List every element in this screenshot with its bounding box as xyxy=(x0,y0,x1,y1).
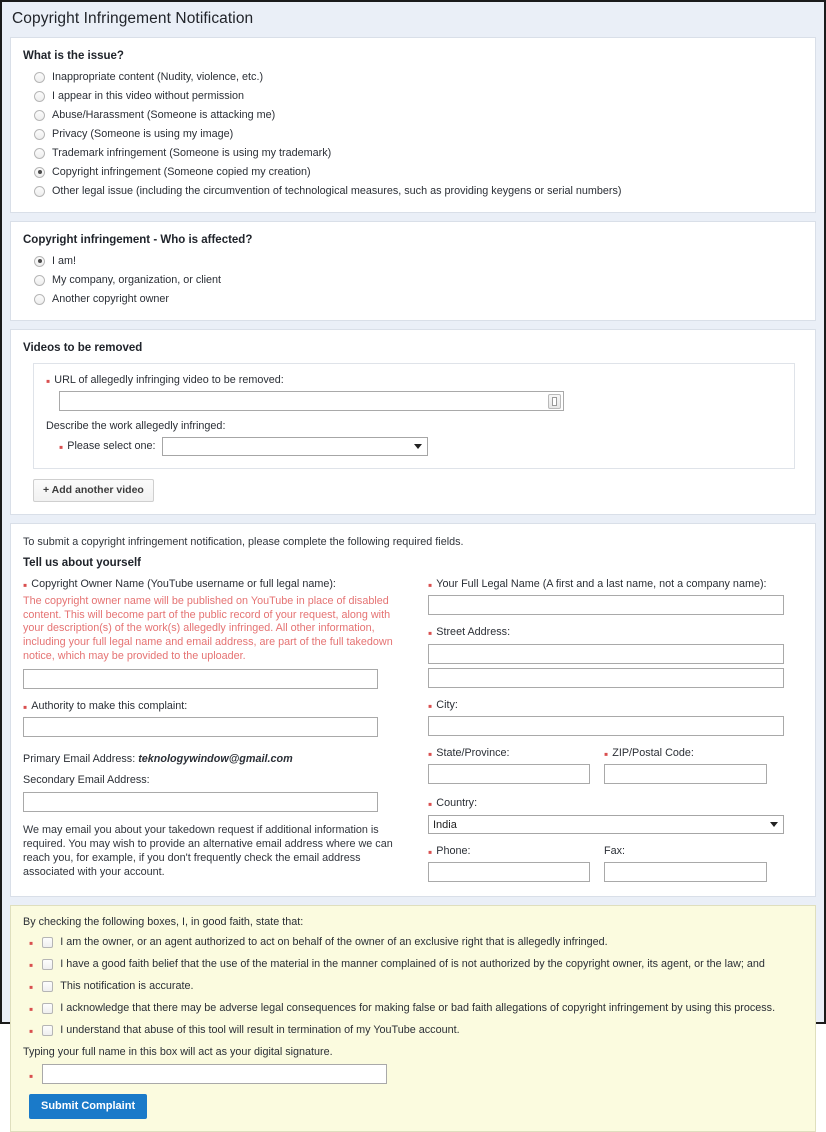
radio-icon-selected[interactable] xyxy=(34,256,45,267)
issue-option-other-legal-issue[interactable] xyxy=(23,185,803,198)
country-select-value: India xyxy=(433,818,457,831)
phone-label: Phone: xyxy=(436,844,471,857)
checkbox-icon[interactable] xyxy=(42,959,53,970)
authority-label-row xyxy=(23,700,412,713)
fax-input[interactable] xyxy=(604,862,767,882)
zip-label: ZIP/Postal Code: xyxy=(612,746,694,759)
state-label: State/Province: xyxy=(436,746,510,759)
text-resize-icon[interactable] xyxy=(548,394,561,409)
phone-input[interactable] xyxy=(428,862,590,882)
add-another-video-button[interactable]: + Add another video xyxy=(33,479,154,502)
street-address-label-row xyxy=(428,626,791,639)
authority-input[interactable] xyxy=(23,717,378,737)
required-marker-icon: ▪ xyxy=(29,980,34,995)
affected-section-title: Copyright infringement - Who is affected? xyxy=(23,233,253,246)
primary-email-value: teknologywindow@gmail.com xyxy=(138,753,293,766)
required-marker-icon: ▪ xyxy=(23,577,28,592)
state-zip-row xyxy=(428,747,791,786)
required-marker-icon: ▪ xyxy=(428,698,433,713)
secondary-email-label-row xyxy=(23,774,412,787)
issue-option-privacy[interactable] xyxy=(23,128,803,141)
affected-option-label: My company, organization, or client xyxy=(52,273,222,286)
state-field xyxy=(428,747,590,786)
country-select[interactable] xyxy=(428,815,784,834)
affirmation-section xyxy=(10,905,816,1132)
checkbox-icon[interactable] xyxy=(42,937,53,948)
issue-option-copyright-infringement[interactable] xyxy=(23,166,803,179)
radio-icon[interactable] xyxy=(34,275,45,286)
about-you-intro: To submit a copyright infringement notification, please complete the following required fields. xyxy=(23,535,464,548)
issue-option-label: Other legal issue (including the circumvention of technological measures, such as providing keygens or serial numbers) xyxy=(52,184,622,197)
video-url-label-row xyxy=(46,374,782,386)
country-label: Country: xyxy=(436,797,478,810)
video-entry-panel xyxy=(33,363,795,469)
affirmation-checkbox-good-faith[interactable] xyxy=(23,958,803,971)
required-marker-icon: ▪ xyxy=(428,844,433,859)
issue-section xyxy=(10,37,816,213)
zip-input[interactable] xyxy=(604,764,767,784)
required-marker-icon: ▪ xyxy=(428,626,433,641)
street-address-input-2[interactable] xyxy=(428,668,784,688)
describe-work-label-row xyxy=(46,420,782,432)
city-label: City: xyxy=(436,698,458,711)
affirmation-checkbox-label: I have a good faith belief that the use of the material in the manner complained of is not authorized by the copyright owner, its agent, or the law; and xyxy=(60,958,765,971)
city-input[interactable] xyxy=(428,716,784,736)
required-marker-icon: ▪ xyxy=(59,440,64,455)
issue-option-appear-without-permission[interactable] xyxy=(23,90,803,103)
phone-label-row xyxy=(428,845,590,858)
checkbox-icon[interactable] xyxy=(42,1025,53,1036)
radio-icon[interactable] xyxy=(34,72,45,83)
radio-icon[interactable] xyxy=(34,186,45,197)
affirmation-checkbox-label: I understand that abuse of this tool will result in termination of my YouTube account. xyxy=(60,1024,460,1037)
issue-section-title: What is the issue? xyxy=(23,50,124,62)
radio-icon[interactable] xyxy=(34,294,45,305)
issue-option-label: I appear in this video without permission xyxy=(52,89,245,102)
about-you-columns xyxy=(23,578,803,885)
required-marker-icon: ▪ xyxy=(428,797,433,812)
full-name-input[interactable] xyxy=(428,595,784,615)
signature-instruction: Typing your full name in this box will act as your digital signature. xyxy=(23,1046,333,1059)
video-url-label: URL of allegedly infringing video to be removed: xyxy=(54,373,284,386)
fax-field xyxy=(604,845,767,884)
zip-label-row xyxy=(604,747,767,760)
issue-option-label: Trademark infringement (Someone is using my trademark) xyxy=(52,146,332,159)
affected-option-company[interactable] xyxy=(23,274,803,287)
page-title: Copyright Infringement Notification xyxy=(2,2,824,37)
fax-label-row xyxy=(604,845,767,858)
submit-complaint-button[interactable]: Submit Complaint xyxy=(29,1094,147,1119)
primary-email-row xyxy=(23,753,412,765)
about-you-left-column xyxy=(23,578,428,885)
affirmation-checkbox-label: I am the owner, or an agent authorized to act on behalf of the owner of an exclusive right that is allegedly infringed. xyxy=(60,936,608,949)
issue-option-trademark-infringement[interactable] xyxy=(23,147,803,160)
affirmation-checkbox-label: I acknowledge that there may be adverse legal consequences for making false or bad faith allegations of copyright infringement by using this process. xyxy=(60,1002,776,1015)
primary-email-label: Primary Email Address: xyxy=(23,753,136,766)
affirmation-checkbox-label: This notification is accurate. xyxy=(60,980,194,993)
required-marker-icon: ▪ xyxy=(428,746,433,761)
checkbox-icon[interactable] xyxy=(42,1003,53,1014)
required-marker-icon: ▪ xyxy=(428,577,433,592)
issue-option-abuse-harassment[interactable] xyxy=(23,109,803,122)
required-marker-icon: ▪ xyxy=(29,936,34,951)
video-url-input-wrap xyxy=(59,391,564,411)
chevron-down-icon xyxy=(414,444,422,449)
street-address-input-1[interactable] xyxy=(428,644,784,664)
videos-section xyxy=(10,329,816,515)
affirmation-checkbox-consequences[interactable] xyxy=(23,1002,803,1015)
required-marker-icon: ▪ xyxy=(29,1002,34,1017)
describe-work-label: Describe the work allegedly infringed: xyxy=(46,419,226,432)
videos-section-title: Videos to be removed xyxy=(23,341,143,354)
owner-name-label-row xyxy=(23,578,412,591)
checkbox-icon[interactable] xyxy=(42,981,53,992)
required-marker-icon: ▪ xyxy=(29,1069,34,1084)
affected-option-i-am[interactable] xyxy=(23,255,803,268)
issue-option-label: Inappropriate content (Nudity, violence, etc.) xyxy=(52,71,264,83)
issue-option-label: Privacy (Someone is using my image) xyxy=(52,127,234,140)
about-you-section xyxy=(10,523,816,898)
full-name-label: Your Full Legal Name (A first and a last name, not a company name): xyxy=(436,577,767,590)
radio-icon[interactable] xyxy=(34,91,45,102)
signature-input[interactable] xyxy=(42,1064,387,1084)
owner-name-label: Copyright Owner Name (YouTube username or full legal name): xyxy=(31,577,336,590)
work-select-label: Please select one: xyxy=(67,439,156,452)
affirmation-heading: By checking the following boxes, I, in good faith, state that: xyxy=(23,916,304,929)
radio-icon[interactable] xyxy=(34,148,45,159)
chevron-down-icon xyxy=(770,822,778,827)
owner-name-warning: The copyright owner name will be published on YouTube in place of disabled content. This will become part of the public record of your request, along with your description(s) of the work(s) allegedly infringed. All other information, including your full legal name and email address, are part of the full takedown notice, which may be provided to the uploader. xyxy=(23,595,393,662)
radio-icon-selected[interactable] xyxy=(34,167,45,178)
phone-field xyxy=(428,845,590,884)
video-url-input[interactable] xyxy=(59,391,564,411)
zip-field xyxy=(604,747,767,786)
full-name-label-row xyxy=(428,578,791,591)
affected-option-label: I am! xyxy=(52,254,76,267)
affected-option-another-owner[interactable] xyxy=(23,293,803,306)
secondary-email-label: Secondary Email Address: xyxy=(23,774,150,787)
issue-option-inappropriate-content[interactable] xyxy=(23,71,803,84)
affirmation-checkbox-owner[interactable] xyxy=(23,936,803,949)
radio-icon[interactable] xyxy=(34,110,45,121)
about-you-title: Tell us about yourself xyxy=(23,556,141,569)
affected-section xyxy=(10,221,816,321)
required-marker-icon: ▪ xyxy=(604,746,609,761)
about-you-right-column xyxy=(428,578,791,885)
phone-fax-row xyxy=(428,845,791,884)
work-type-select[interactable] xyxy=(162,437,428,456)
fax-label: Fax: xyxy=(604,844,625,857)
secondary-email-input[interactable] xyxy=(23,792,378,812)
issue-option-label: Abuse/Harassment (Someone is attacking me) xyxy=(52,108,276,121)
radio-icon[interactable] xyxy=(34,129,45,140)
state-input[interactable] xyxy=(428,764,590,784)
street-address-label: Street Address: xyxy=(436,626,511,639)
affirmation-checkbox-abuse[interactable] xyxy=(23,1024,803,1037)
required-marker-icon: ▪ xyxy=(23,699,28,714)
owner-name-input[interactable] xyxy=(23,669,378,689)
affirmation-checkbox-accurate[interactable] xyxy=(23,980,803,993)
state-label-row xyxy=(428,747,590,760)
issue-option-label: Copyright infringement (Someone copied my creation) xyxy=(52,165,311,178)
country-label-row xyxy=(428,797,791,810)
required-marker-icon: ▪ xyxy=(29,958,34,973)
required-marker-icon: ▪ xyxy=(46,373,51,388)
work-select-row xyxy=(59,437,782,456)
email-note: We may email you about your takedown request if additional information is required. You may wish to provide an alternative email address where we can reach you, for example, if you don't frequently check the email address associated with your account. xyxy=(23,823,393,878)
affected-option-label: Another copyright owner xyxy=(52,292,170,305)
signature-row xyxy=(23,1064,803,1084)
city-label-row xyxy=(428,699,791,712)
authority-label: Authority to make this complaint: xyxy=(31,699,188,712)
required-marker-icon: ▪ xyxy=(29,1024,34,1039)
page-inner xyxy=(2,2,824,1113)
